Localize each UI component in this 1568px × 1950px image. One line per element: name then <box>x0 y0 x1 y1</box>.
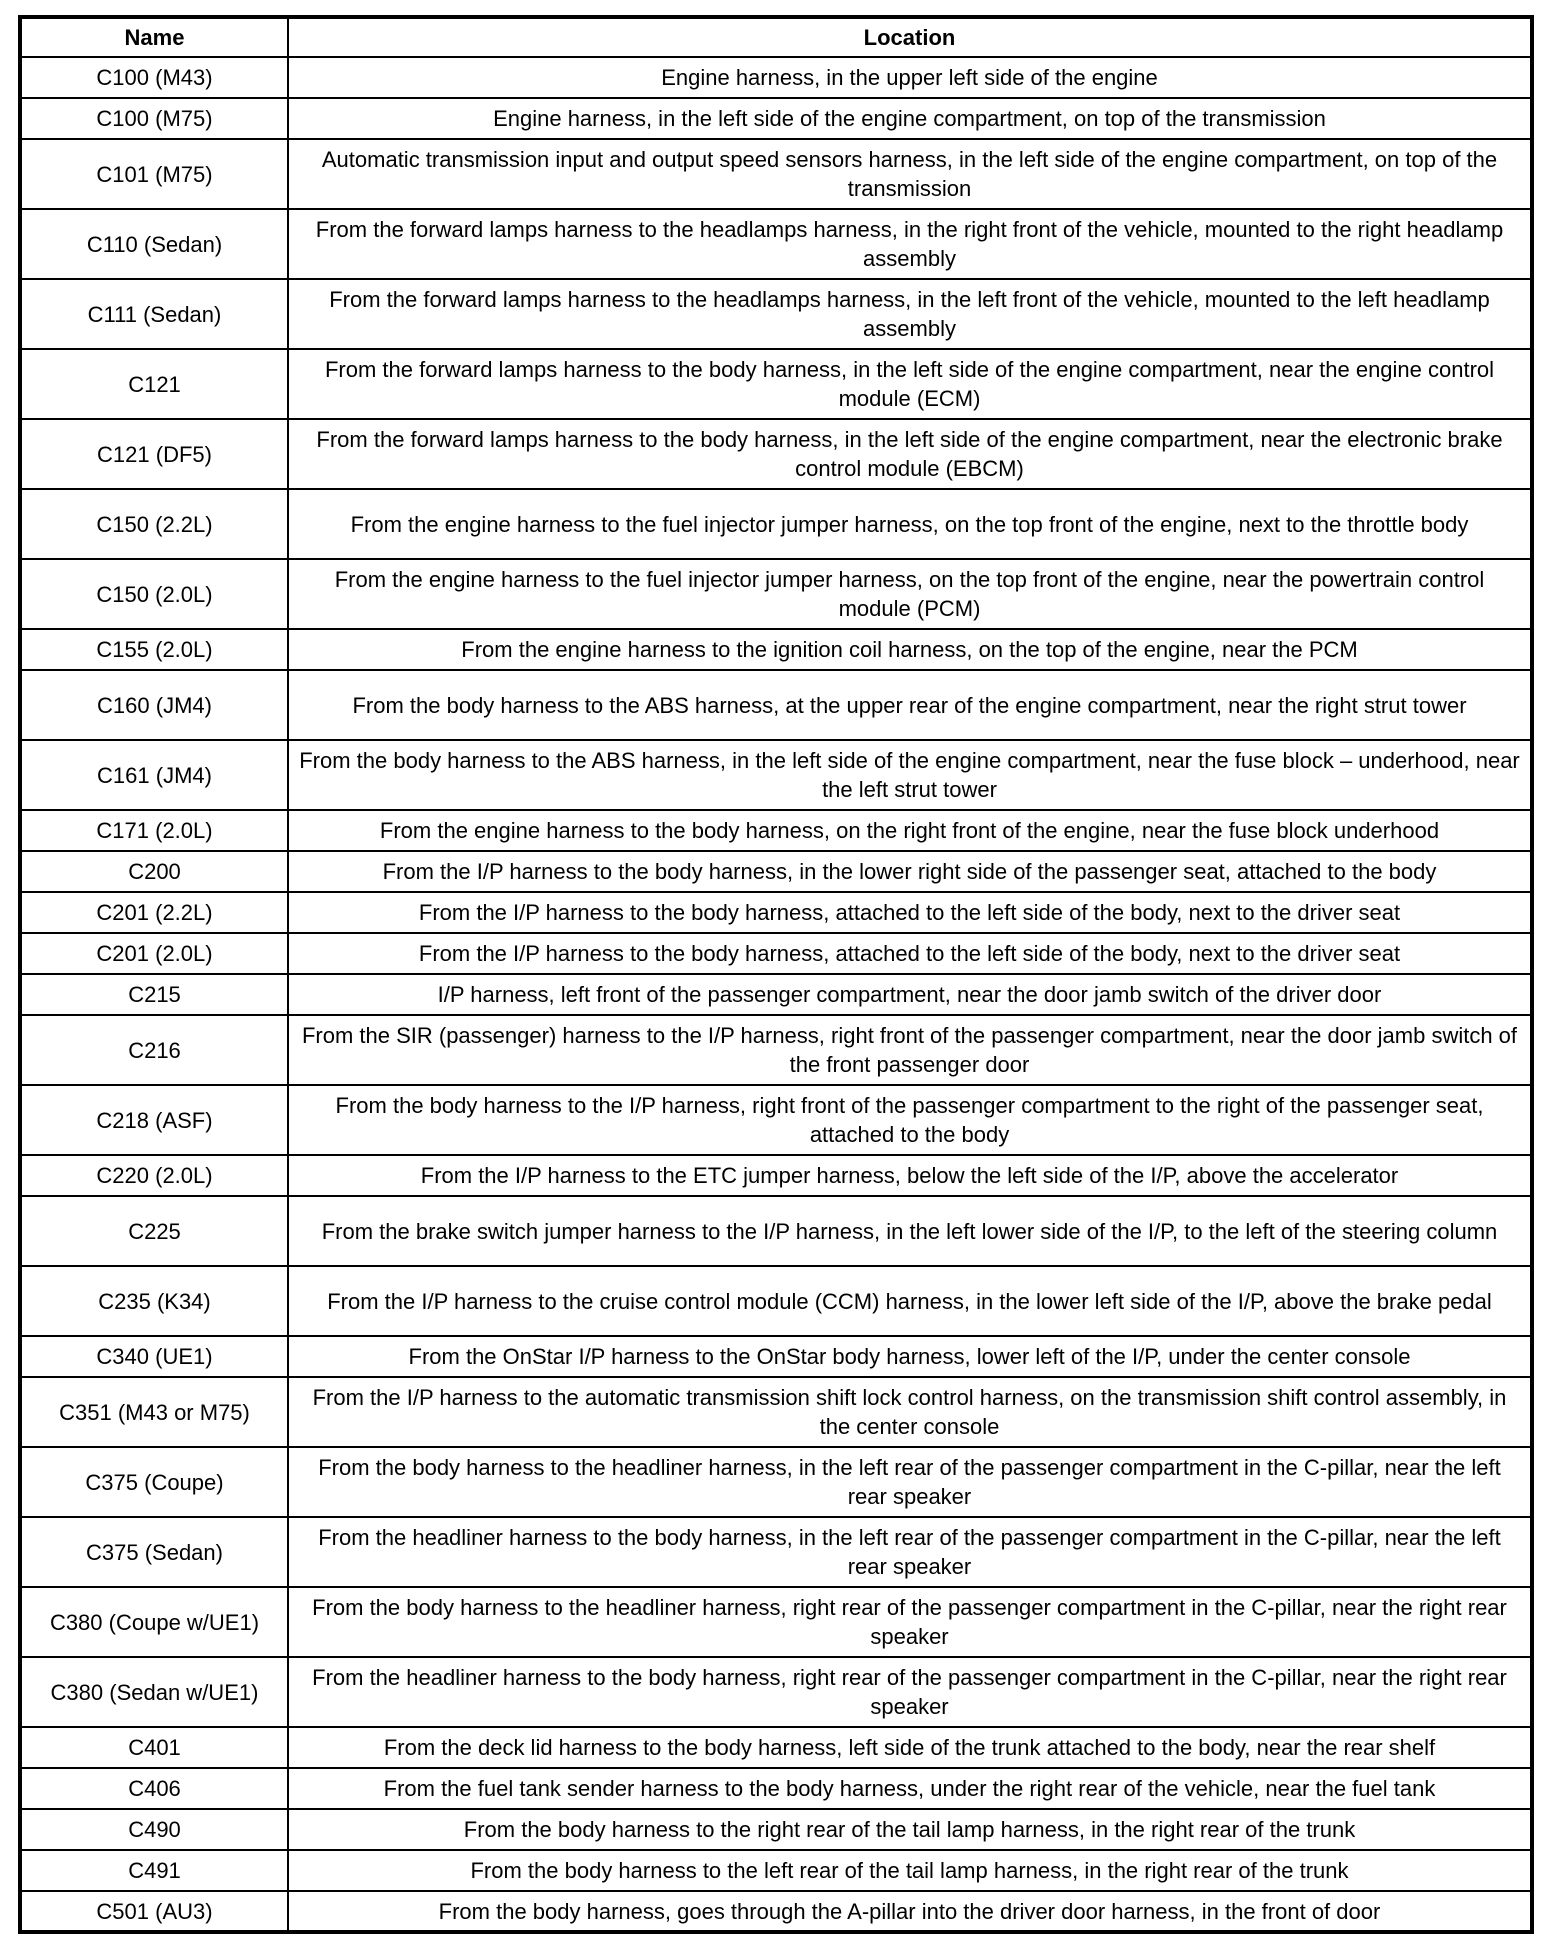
connector-name-cell: C160 (JM4) <box>20 670 288 740</box>
connector-location-cell: Automatic transmission input and output speed sensors harness, in the left side of the engine compartment, on top of the transmission <box>288 139 1532 209</box>
connector-location-cell: From the deck lid harness to the body harness, left side of the trunk attached to the body, near the rear shelf <box>288 1727 1532 1768</box>
connector-name-cell: C401 <box>20 1727 288 1768</box>
connector-name-cell: C216 <box>20 1015 288 1085</box>
connector-name-cell: C200 <box>20 851 288 892</box>
connector-name-cell: C490 <box>20 1809 288 1850</box>
table-row <box>20 670 1532 740</box>
connector-location-table <box>18 15 1534 1934</box>
connector-name-cell: C351 (M43 or M75) <box>20 1377 288 1447</box>
connector-name-cell: C201 (2.0L) <box>20 933 288 974</box>
column-header-location: Location <box>288 17 1532 57</box>
table-row <box>20 98 1532 139</box>
connector-name-cell: C155 (2.0L) <box>20 629 288 670</box>
connector-location-cell: From the headliner harness to the body harness, right rear of the passenger compartment in the C-pillar, near the right rear speaker <box>288 1657 1532 1727</box>
table-row <box>20 1377 1532 1447</box>
connector-name-cell: C150 (2.0L) <box>20 559 288 629</box>
connector-name-cell: C110 (Sedan) <box>20 209 288 279</box>
connector-name-cell: C501 (AU3) <box>20 1891 288 1932</box>
table-row <box>20 1085 1532 1155</box>
table-row <box>20 1517 1532 1587</box>
connector-name-cell: C340 (UE1) <box>20 1336 288 1377</box>
connector-name-cell: C220 (2.0L) <box>20 1155 288 1196</box>
connector-location-cell: From the body harness to the right rear of the tail lamp harness, in the right rear of the trunk <box>288 1809 1532 1850</box>
connector-name-cell: C100 (M43) <box>20 57 288 98</box>
table-row <box>20 1850 1532 1891</box>
table-row <box>20 1809 1532 1850</box>
connector-location-cell: From the SIR (passenger) harness to the I/P harness, right front of the passenger compartment, near the door jamb switch of the front passenger door <box>288 1015 1532 1085</box>
connector-name-cell: C375 (Sedan) <box>20 1517 288 1587</box>
connector-name-cell: C161 (JM4) <box>20 740 288 810</box>
connector-location-cell: From the body harness to the ABS harness, at the upper rear of the engine compartment, near the right strut tower <box>288 670 1532 740</box>
connector-location-cell: From the I/P harness to the body harness, in the lower right side of the passenger seat, attached to the body <box>288 851 1532 892</box>
connector-name-cell: C235 (K34) <box>20 1266 288 1336</box>
connector-location-cell: From the forward lamps harness to the headlamps harness, in the right front of the vehicle, mounted to the right headlamp assembly <box>288 209 1532 279</box>
connector-name-cell: C380 (Coupe w/UE1) <box>20 1587 288 1657</box>
connector-name-cell: C380 (Sedan w/UE1) <box>20 1657 288 1727</box>
table-row <box>20 1768 1532 1809</box>
table-row <box>20 1447 1532 1517</box>
connector-location-cell: Engine harness, in the left side of the engine compartment, on top of the transmission <box>288 98 1532 139</box>
connector-name-cell: C111 (Sedan) <box>20 279 288 349</box>
connector-name-cell: C100 (M75) <box>20 98 288 139</box>
column-header-name: Name <box>20 17 288 57</box>
connector-location-cell: Engine harness, in the upper left side of the engine <box>288 57 1532 98</box>
connector-name-cell: C171 (2.0L) <box>20 810 288 851</box>
connector-location-cell: From the I/P harness to the body harness, attached to the left side of the body, next to the driver seat <box>288 933 1532 974</box>
connector-location-cell: From the body harness to the left rear of the tail lamp harness, in the right rear of the trunk <box>288 1850 1532 1891</box>
connector-name-cell: C101 (M75) <box>20 139 288 209</box>
connector-location-cell: From the engine harness to the ignition coil harness, on the top of the engine, near the PCM <box>288 629 1532 670</box>
table-row <box>20 740 1532 810</box>
table-row <box>20 1155 1532 1196</box>
table-row <box>20 209 1532 279</box>
connector-name-cell: C121 <box>20 349 288 419</box>
table-row <box>20 1587 1532 1657</box>
connector-location-cell: From the engine harness to the body harness, on the right front of the engine, near the fuse block underhood <box>288 810 1532 851</box>
connector-location-cell: From the forward lamps harness to the body harness, in the left side of the engine compartment, near the electronic brake control module (EBCM) <box>288 419 1532 489</box>
connector-location-cell: From the brake switch jumper harness to the I/P harness, in the left lower side of the I/P, to the left of the steering column <box>288 1196 1532 1266</box>
connector-location-cell: From the body harness to the headliner harness, in the left rear of the passenger compartment in the C-pillar, near the left rear speaker <box>288 1447 1532 1517</box>
connector-location-cell: From the headliner harness to the body harness, in the left rear of the passenger compartment in the C-pillar, near the left rear speaker <box>288 1517 1532 1587</box>
table-row <box>20 629 1532 670</box>
connector-location-cell: From the engine harness to the fuel injector jumper harness, on the top front of the engine, near the powertrain control module (PCM) <box>288 559 1532 629</box>
table-header-row <box>20 17 1532 57</box>
connector-location-cell: From the body harness to the I/P harness, right front of the passenger compartment to the right of the passenger seat, attached to the body <box>288 1085 1532 1155</box>
connector-name-cell: C375 (Coupe) <box>20 1447 288 1517</box>
table-row <box>20 892 1532 933</box>
connector-name-cell: C491 <box>20 1850 288 1891</box>
connector-location-cell: From the body harness to the ABS harness, in the left side of the engine compartment, near the fuse block – underhood, near the left strut tower <box>288 740 1532 810</box>
table-row <box>20 139 1532 209</box>
table-row <box>20 559 1532 629</box>
table-row <box>20 1727 1532 1768</box>
connector-location-cell: From the forward lamps harness to the body harness, in the left side of the engine compartment, near the engine control module (ECM) <box>288 349 1532 419</box>
table-row <box>20 57 1532 98</box>
connector-location-cell: I/P harness, left front of the passenger compartment, near the door jamb switch of the driver door <box>288 974 1532 1015</box>
connector-location-cell: From the body harness, goes through the A-pillar into the driver door harness, in the front of door <box>288 1891 1532 1932</box>
connector-name-cell: C406 <box>20 1768 288 1809</box>
table-row <box>20 279 1532 349</box>
connector-location-cell: From the engine harness to the fuel injector jumper harness, on the top front of the engine, next to the throttle body <box>288 489 1532 559</box>
table-row <box>20 489 1532 559</box>
connector-name-cell: C215 <box>20 974 288 1015</box>
table-row <box>20 1657 1532 1727</box>
connector-location-cell: From the I/P harness to the ETC jumper harness, below the left side of the I/P, above the accelerator <box>288 1155 1532 1196</box>
table-row <box>20 1196 1532 1266</box>
connector-name-cell: C150 (2.2L) <box>20 489 288 559</box>
table-row <box>20 933 1532 974</box>
table-row <box>20 810 1532 851</box>
connector-location-cell: From the OnStar I/P harness to the OnStar body harness, lower left of the I/P, under the center console <box>288 1336 1532 1377</box>
table-row <box>20 1015 1532 1085</box>
connector-location-cell: From the I/P harness to the automatic transmission shift lock control harness, on the transmission shift control assembly, in the center console <box>288 1377 1532 1447</box>
connector-location-cell: From the forward lamps harness to the headlamps harness, in the left front of the vehicle, mounted to the left headlamp assembly <box>288 279 1532 349</box>
table-row <box>20 1266 1532 1336</box>
connector-name-cell: C225 <box>20 1196 288 1266</box>
table-row <box>20 1336 1532 1377</box>
connector-location-cell: From the fuel tank sender harness to the body harness, under the right rear of the vehicle, near the fuel tank <box>288 1768 1532 1809</box>
table-row <box>20 974 1532 1015</box>
connector-location-cell: From the I/P harness to the body harness, attached to the left side of the body, next to the driver seat <box>288 892 1532 933</box>
connector-name-cell: C121 (DF5) <box>20 419 288 489</box>
table-row <box>20 851 1532 892</box>
connector-name-cell: C201 (2.2L) <box>20 892 288 933</box>
connector-location-cell: From the body harness to the headliner harness, right rear of the passenger compartment in the C-pillar, near the right rear speaker <box>288 1587 1532 1657</box>
connector-location-cell: From the I/P harness to the cruise control module (CCM) harness, in the lower left side of the I/P, above the brake pedal <box>288 1266 1532 1336</box>
table-row <box>20 349 1532 419</box>
table-body <box>20 57 1532 1932</box>
table-row <box>20 1891 1532 1932</box>
connector-name-cell: C218 (ASF) <box>20 1085 288 1155</box>
table-row <box>20 419 1532 489</box>
